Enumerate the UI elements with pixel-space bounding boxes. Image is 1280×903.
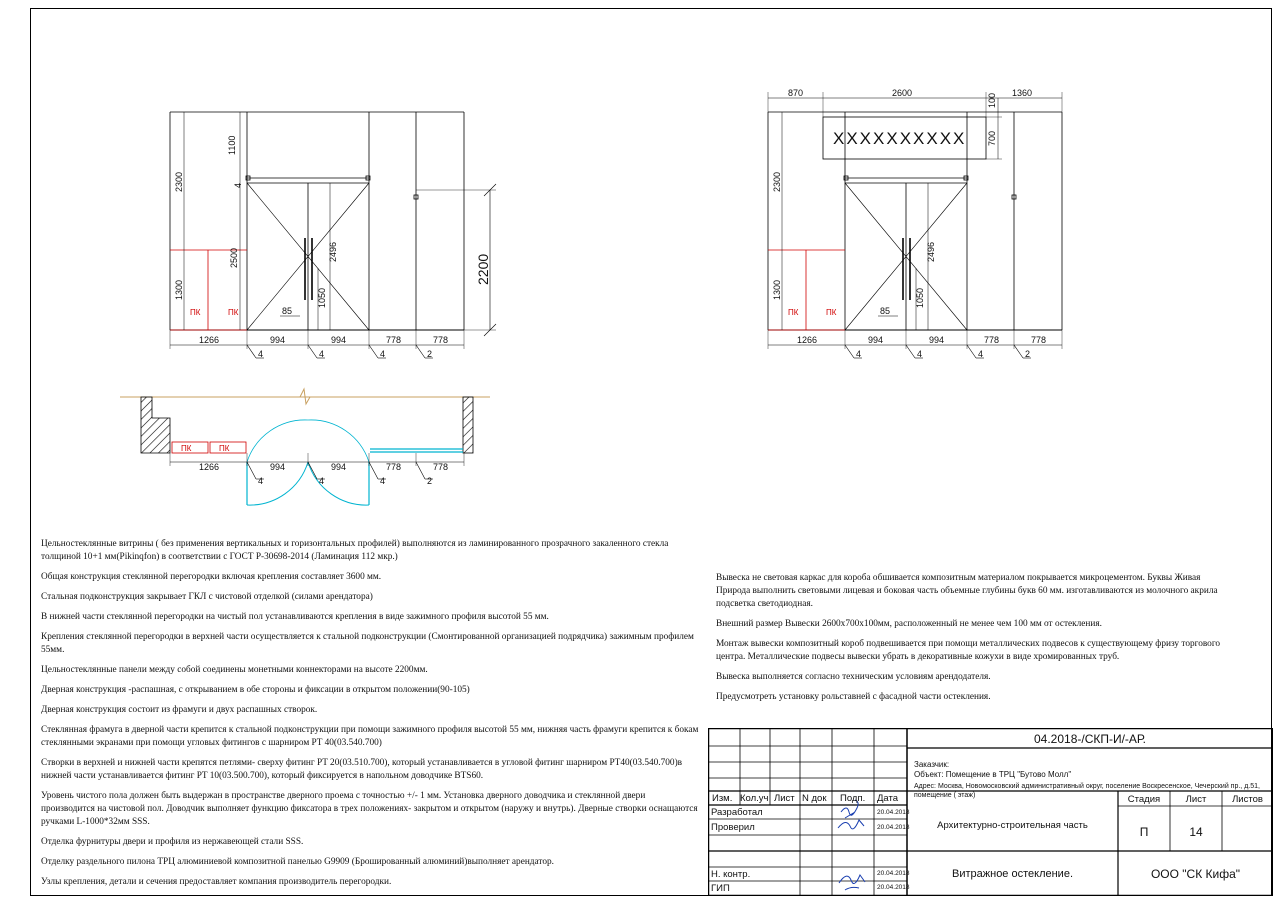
marker: 2 xyxy=(1025,349,1031,359)
dim-top: 2600 xyxy=(892,88,913,98)
plan-view xyxy=(120,389,490,505)
role-gip: ГИП xyxy=(711,883,730,894)
marker: 4 xyxy=(258,349,264,359)
sheets-label: Листов xyxy=(1232,794,1263,805)
dim-bottom: 778 xyxy=(386,335,402,345)
note: Вывеска не световая каркас для короба обшивается композитным материалом покрывается микроцементом. Буквы Живая Природа выполнить световыми лицевая и боковая часть объемные глубины букв 60 мм. изготавливаются из молочного акрила подсветка светодиодная. xyxy=(716,573,1218,609)
dim-bottom: 1266 xyxy=(797,335,818,345)
date: 20.04.2018 xyxy=(877,824,910,831)
marker: 4 xyxy=(258,476,264,486)
dim-2200: 2200 xyxy=(475,253,491,285)
dim-top: 870 xyxy=(788,88,804,98)
marker: 4 xyxy=(380,349,386,359)
role-checker: Проверил xyxy=(711,822,755,833)
title-block xyxy=(708,728,1273,896)
dim-plan: 778 xyxy=(433,462,449,472)
dim-85-right: 85 xyxy=(880,306,891,316)
address-value: Москва, Новомосковский административный округ, поселение Воскресенское, Чечерский пр., д.51, помещение ( этаж) xyxy=(914,783,1260,799)
marker: 4 xyxy=(319,476,325,486)
note: Дверная конструкция состоит из фрамуги и двух распашных створок. xyxy=(41,705,318,715)
header-list: Лист xyxy=(774,793,795,804)
date: 20.04.2018 xyxy=(877,809,910,816)
marker: 4 xyxy=(856,349,862,359)
sign-text: XXXXXXXXXX xyxy=(833,129,967,148)
dim-plan: 994 xyxy=(331,462,347,472)
dim-bottom: 1266 xyxy=(199,335,220,345)
dim-1300-right: 1300 xyxy=(772,279,782,300)
dim-100: 100 xyxy=(987,92,997,108)
dim-2496-right: 2496 xyxy=(926,241,936,262)
pk-label: ПК xyxy=(219,444,230,453)
dim-plan: 1266 xyxy=(199,462,220,472)
marker: 4 xyxy=(978,349,984,359)
section-name: Архитектурно-строительная часть xyxy=(937,820,1088,831)
pk-label: ПК xyxy=(228,308,239,317)
note: Цельностеклянные панели между собой соединены монетными коннекторами на высоте 2200мм. xyxy=(41,665,428,675)
marker: 2 xyxy=(427,476,433,486)
role-developer: Разработал xyxy=(711,807,763,818)
dim-1100-left: 1100 xyxy=(227,135,237,155)
sheet-value: 14 xyxy=(1189,825,1203,839)
note: Цельностеклянные витрины ( без применения вертикальных и горизонтальных профилей) выполняются из ламинированного прозрачного закаленного стекла толщиной 10+1 мм(Pikinqfon) в соответствии с ГОСТ Р-30698-2014 (Ламинация 112 мкр.) xyxy=(41,539,669,562)
dim-plan: 778 xyxy=(386,462,402,472)
header-date: Дата xyxy=(877,793,899,804)
note: Отделку раздельного пилона ТРЦ алюминиевой композитной панелью G9909 (Брошированный алюминий)выполняет арендатор. xyxy=(41,857,554,867)
note: Отделка фурнитуры двери и профиля из нержавеющей стали SSS. xyxy=(41,837,304,847)
object-line xyxy=(914,770,1264,780)
marker: 2 xyxy=(427,349,433,359)
role-norm-control: Н. контр. xyxy=(711,869,751,880)
header-izm: Изм. xyxy=(712,793,733,804)
plan-labels xyxy=(181,444,448,486)
drawing-name: Витражное остекление. xyxy=(952,868,1073,880)
date: 20.04.2018 xyxy=(877,870,910,877)
dim-bottom: 994 xyxy=(929,335,945,345)
marker: 4 xyxy=(380,476,386,486)
pk-label: ПК xyxy=(788,308,799,317)
header-kolich: Кол.уч xyxy=(740,793,769,804)
marker: 4 xyxy=(917,349,923,359)
header-ndok: N док xyxy=(802,793,827,804)
dim-1050-left: 1050 xyxy=(317,287,327,308)
note: Дверная конструкция -распашная, с открыванием в обе стороны и фиксации в открытом положении(90-105) xyxy=(41,685,470,695)
object-label: Объект: xyxy=(914,770,944,779)
dim-top: 1360 xyxy=(1012,88,1033,98)
dim-2300-right: 2300 xyxy=(772,171,782,192)
dim-700: 700 xyxy=(987,130,997,146)
dim-1050-right: 1050 xyxy=(915,287,925,308)
dim-bottom: 778 xyxy=(1031,335,1047,345)
pk-label: ПК xyxy=(826,308,837,317)
note: Монтаж вывески композитный короб подвешивается при помощи металлических подвесов к существующему фризу торгового центра. Металлические подвесы вывески убрать в декоративные кожухи в виде хромированных труб. xyxy=(716,639,1221,662)
dim-bottom: 778 xyxy=(433,335,449,345)
dim-85-left: 85 xyxy=(282,306,293,316)
dim-2500-left: 2500 xyxy=(229,247,239,268)
stage-value: П xyxy=(1139,825,1149,839)
note: Створки в верхней и нижней части крепятся петлями- сверху фитинг PT 20(03.510.700), который устанавливается в угловой фитинг шарниром PT40(03.540.700)в нижней части устанавливается фитинг PT 10(03.500.700), который фиксируется в напольном доводчике BTS60. xyxy=(41,758,683,781)
dim-bottom: 778 xyxy=(984,335,1000,345)
pk-label: ПК xyxy=(181,444,192,453)
header-podp: Подп. xyxy=(840,793,866,804)
dim-bottom: 994 xyxy=(868,335,884,345)
notes-right xyxy=(716,572,1231,711)
elevation-left xyxy=(170,112,496,358)
note: Уровень чистого пола должен быть выдержан в пространстве дверного проема с точностью +/- 1 мм. Установка дверного доводчика и стеклянной двери производится на чистовой пол. Доводчик выполняет функцию фиксатора в трех положениях- закрытом и открытом (наружу и внутрь). Дверные створки оснащаются ручками L-1000*32мм SSS. xyxy=(41,791,698,827)
note: Внешний размер Вывески 2600х700х100мм, расположенный не менее чем 100 мм от остекления. xyxy=(716,619,1102,629)
address-label: Адрес: xyxy=(914,783,936,790)
sheet-label: Лист xyxy=(1185,794,1207,805)
customer-label: Заказчик: xyxy=(914,760,950,769)
dim-4-left: 4 xyxy=(233,182,243,188)
note: Крепления стеклянной перегородки в верхней части осуществляется к стальной подконструкции (Смонтированной организацией подрядчика) зажимным профилем 55мм. xyxy=(41,632,694,655)
company-name: ООО "СК Кифа" xyxy=(1150,867,1241,881)
dim-2496-left: 2496 xyxy=(328,241,338,262)
date: 20.04.2018 xyxy=(877,884,910,891)
stage-label: Стадия xyxy=(1127,794,1161,805)
marker: 4 xyxy=(319,349,325,359)
notes-left xyxy=(41,538,701,896)
note: Предусмотреть установку рольставней с фасадной части остекления. xyxy=(716,692,991,702)
dim-plan: 994 xyxy=(270,462,286,472)
dim-2300-left: 2300 xyxy=(174,171,184,192)
note: Стальная подконструкция закрывает ГКЛ с чистовой отделкой (силами арендатора) xyxy=(41,592,373,602)
pk-label: ПК xyxy=(190,308,201,317)
dim-1300-left: 1300 xyxy=(174,279,184,300)
note: В нижней части стеклянной перегородки на чистый пол устанавливаются крепления в виде зажимного профиля высотой 55 мм. xyxy=(41,612,549,622)
object-value: Помещение в ТРЦ "Бутово Молл" xyxy=(945,770,1072,779)
note: Вывеска выполняется согласно техническим условиям арендодателя. xyxy=(716,672,991,682)
elevation-left-labels xyxy=(174,136,491,359)
note: Общая конструкция стеклянной перегородки включая крепления составляет 3600 мм. xyxy=(41,572,382,582)
drawing-code: 04.2018-/СКП-И/-АР. xyxy=(1033,732,1146,746)
dim-bottom: 994 xyxy=(270,335,286,345)
note: Узлы крепления, детали и сечения предоставляет компания производитель перегородки. xyxy=(41,877,392,887)
dim-bottom: 994 xyxy=(331,335,347,345)
elevation-right-labels xyxy=(772,88,1046,359)
note: Стеклянная фрамуга в дверной части крепится к стальной подконструкции при помощи зажимного профиля высотой 55 мм, нижняя часть фрамуги крепится к бокам стеклянными экранами при помощи угловых фитингов с шарниром PT 40(03.540.700) xyxy=(41,725,699,748)
